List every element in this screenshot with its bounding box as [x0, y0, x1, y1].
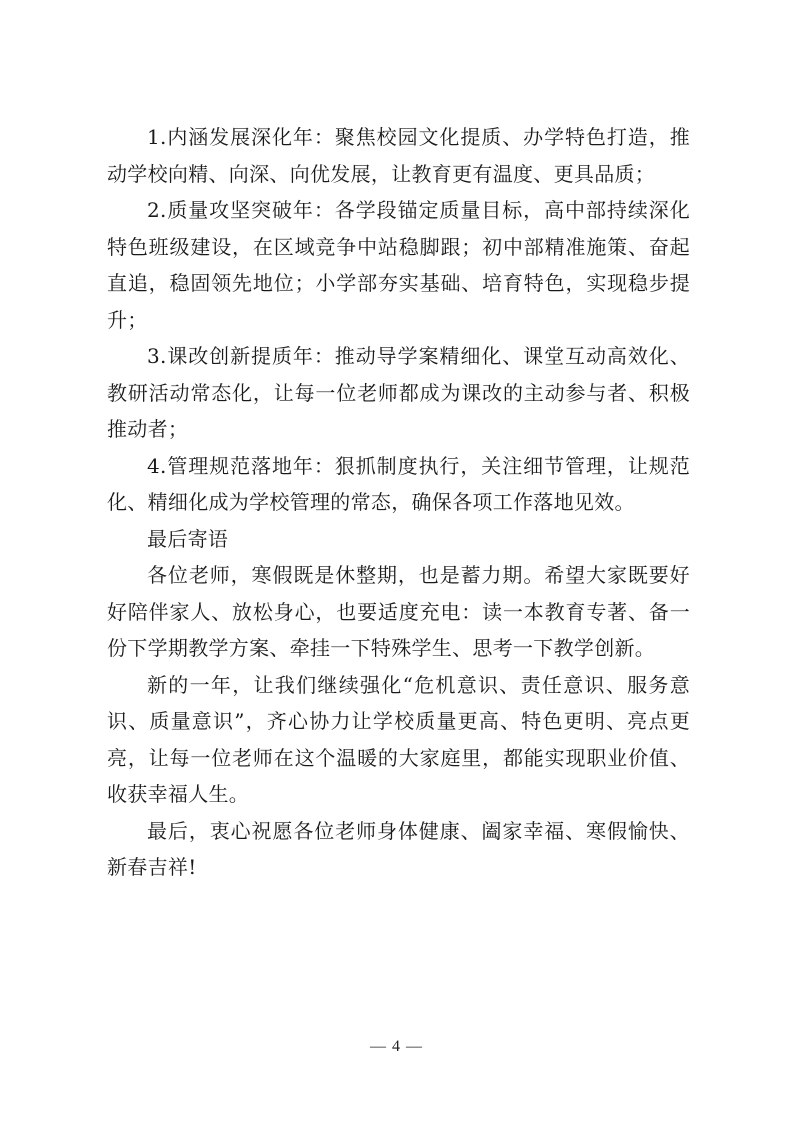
page-number: — 4 —	[370, 1038, 423, 1055]
paragraph-winter-break: 各位老师，寒假既是休整期，也是蓄力期。希望大家既要好好陪伴家人、放松身心，也要适度充电：读一本教育专著、备一份下学期教学方案、牵挂一下特殊学生、思考一下教学创新。	[107, 563, 690, 660]
paragraph-new-year: 新的一年，让我们继续强化“危机意识、责任意识、服务意识、质量意识”，齐心协力让学校质量更高、特色更明、亮点更亮，让每一位老师在这个温暖的大家庭里，都能实现职业价值、收获幸福人生。	[107, 672, 690, 806]
section-heading-closing-message: 最后寄语	[147, 526, 229, 551]
document-body	[107, 119, 690, 886]
paragraph-management-standards: 4.管理规范落地年：狠抓制度执行，关注细节管理，让规范化、精细化成为学校管理的常态，确保各项工作落地见效。	[107, 453, 690, 514]
paragraph-quality-breakthrough: 2.质量攻坚突破年：各学段锚定质量目标，高中部持续深化特色班级建设，在区域竞争中站稳脚跟；初中部精准施策、奋起直追，稳固领先地位；小学部夯实基础、培育特色，实现稳步提升；	[107, 198, 690, 332]
paragraph-connotation-development: 1.内涵发展深化年：聚焦校园文化提质、办学特色打造，推动学校向精、向深、向优发展，让教育更有温度、更具品质；	[107, 125, 690, 186]
paragraph-best-wishes: 最后，衷心祝愿各位老师身体健康、阖家幸福、寒假愉快、新春吉祥!	[107, 818, 690, 879]
paragraph-curriculum-reform: 3.课改创新提质年：推动导学案精细化、课堂互动高效化、教研活动常态化，让每一位老师都成为课改的主动参与者、积极推动者；	[107, 344, 690, 441]
